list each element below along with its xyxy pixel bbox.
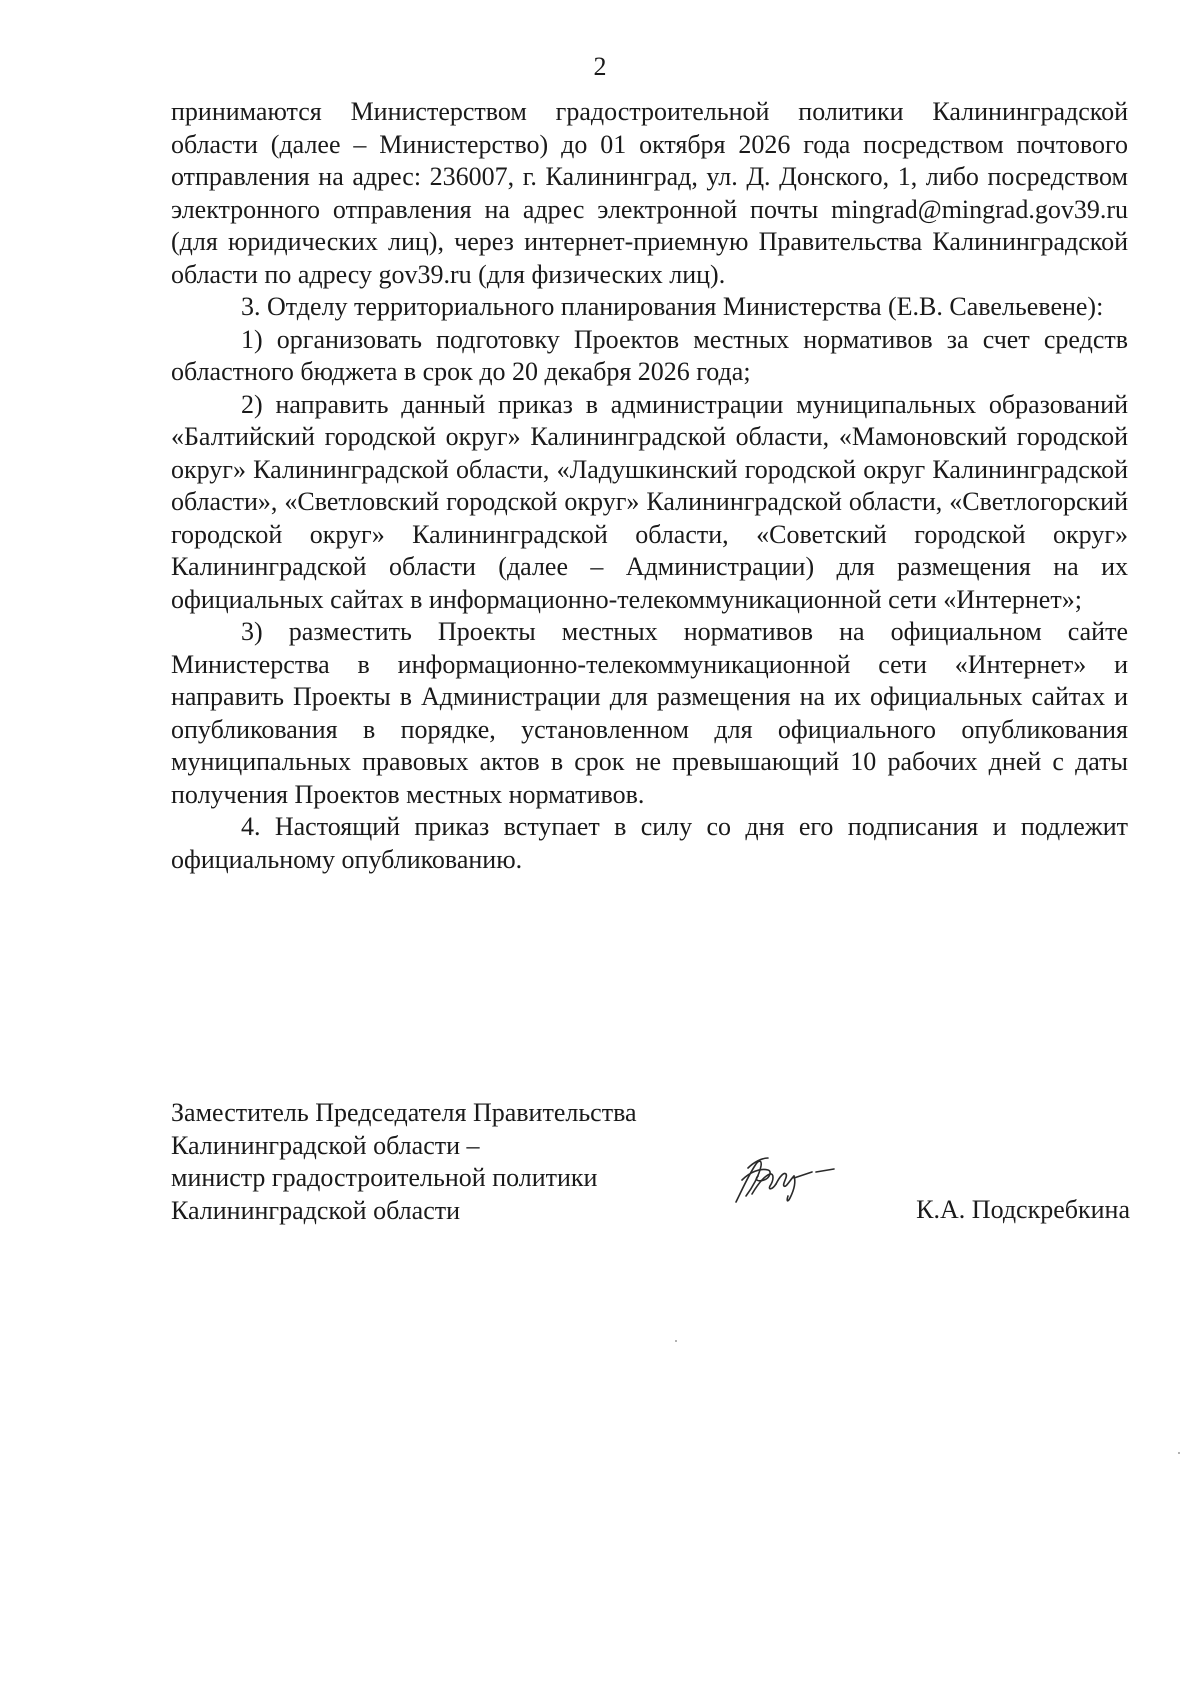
signatory-position-line: Калининградской области – <box>171 1130 480 1160</box>
signatory-position-line: министр градостроительной политики <box>171 1163 598 1192</box>
signatory-name: К.А. Подскребкина <box>916 1195 1130 1224</box>
paragraph-item-3: 3. Отделу территориального планирования Министерства (Е.В. Савельевене): <box>241 292 1104 321</box>
paragraph-item-3-2: 2) направить данный приказ в администрации муниципальных образований «Балтийский городской округ» Калининградской области, «Мамоновский городской округ» Калининградской области, «Ладушкинский городской округ Калининградской области», «Светловский городской округ» Калининградской области, «Светлогорский городской округ» Калининградской области, «Советский городской округ» Калининградской области (далее – Администрации) для размещения на их официальных сайтах в информационно-телекоммуникационной сети «Интернет»; <box>171 389 1128 614</box>
handwritten-signature <box>728 1150 838 1210</box>
signatory-position-line: Заместитель Председателя Правительства <box>171 1098 637 1127</box>
document-body <box>171 96 1128 876</box>
page-number: 2 <box>593 52 607 81</box>
paragraph-item-4: 4. Настоящий приказ вступает в силу со дня его подписания и подлежит официальному опубликованию. <box>171 812 1128 874</box>
scan-speck <box>1178 1452 1180 1454</box>
signatory-position <box>171 1097 691 1227</box>
scan-speck <box>675 1340 677 1342</box>
paragraph-item-3-1: 1) организовать подготовку Проектов местных нормативов за счет средств областного бюджета в срок до 20 декабря 2026 года; <box>171 324 1128 386</box>
paragraph-continuation: принимаются Министерством градостроительной политики Калининградской области (далее – Министерство) до 01 октября 2026 года посредством почтового отправления на адрес: 236007, г. Калининград, ул. Д. Донского, 1, либо посредством электронного отправления на адрес электронной почты mingrad@mingrad.gov39.ru (для юридических лиц), через интернет-приемную Правительства Калининградской области по адресу gov39.ru (для физических лиц). <box>171 97 1128 289</box>
paragraph-item-3-3: 3) разместить Проекты местных нормативов на официальном сайте Министерства в информационно-телекоммуникационной сети «Интернет» и направить Проекты в Администрации для размещения на их официальных сайтах и опубликования в порядке, установленном для официального опубликования муниципальных правовых актов в срок не превышающий 10 рабочих дней с даты получения Проектов местных нормативов. <box>171 617 1128 809</box>
signatory-position-line: Калининградской области <box>171 1195 461 1225</box>
